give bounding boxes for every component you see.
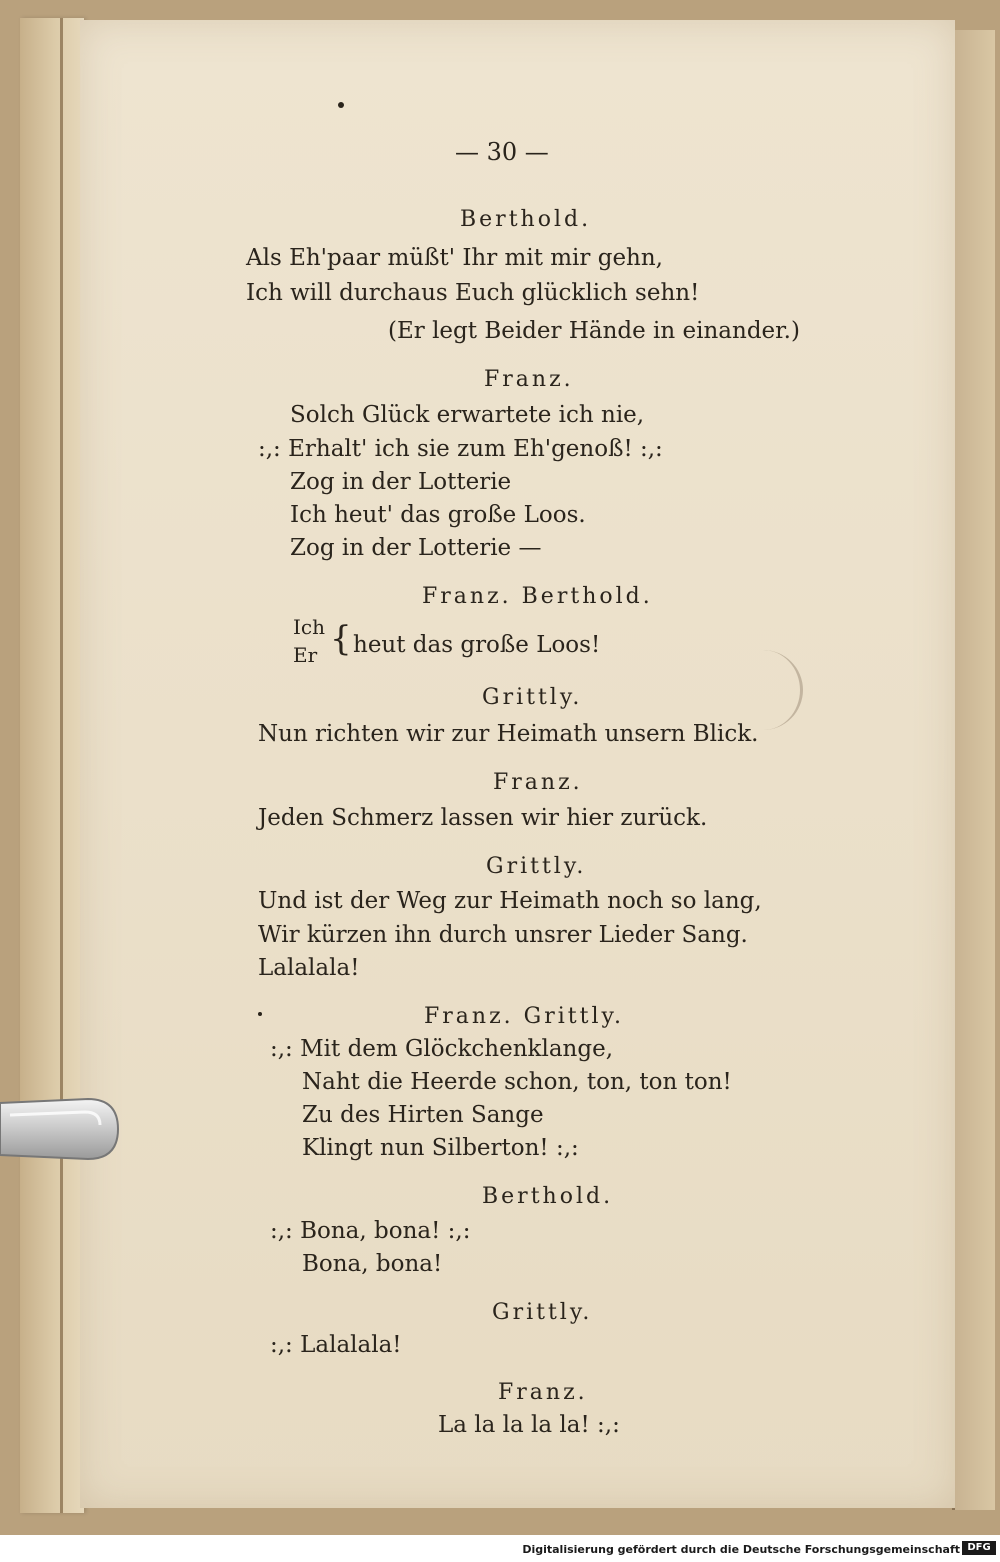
speaker-grittly: Grittly. xyxy=(482,685,583,710)
funding-credit: Digitalisierung gefördert durch die Deutsche Forschungsgemeinschaft xyxy=(522,1543,960,1556)
verse-line: Klingt nun Silberton! :,: xyxy=(302,1135,579,1161)
verse-line: Zog in der Lotterie — xyxy=(290,535,542,561)
verse-line: :,: Bona, bona! :,: xyxy=(270,1218,471,1244)
verse-line: Ich heut' das große Loos. xyxy=(290,502,586,528)
scanner-clip xyxy=(0,1095,120,1165)
verse-line: Zu des Hirten Sange xyxy=(302,1102,544,1128)
stage-direction: (Er legt Beider Hände in einander.) xyxy=(388,318,800,344)
verse-line: Und ist der Weg zur Heimath noch so lang, xyxy=(258,888,762,914)
verse-line: Zog in der Lotterie xyxy=(290,469,512,495)
verse-line: La la la la la! :,: xyxy=(438,1412,620,1438)
speaker-berthold: Berthold. xyxy=(482,1184,614,1209)
verse-line: Naht die Heerde schon, ton, ton ton! xyxy=(302,1069,732,1095)
speaker-franz: Franz. xyxy=(484,367,574,392)
verse-line: Solch Glück erwartete ich nie, xyxy=(290,402,645,428)
verse-line: :,: Mit dem Glöckchenklange, xyxy=(270,1036,614,1062)
brace: { xyxy=(330,619,352,659)
verse-line: Ich will durchaus Euch glücklich sehn! xyxy=(246,280,700,306)
verse-line: Wir kürzen ihn durch unsrer Lieder Sang. xyxy=(258,922,748,948)
cover-spine-line xyxy=(60,18,63,1513)
verse-line: heut das große Loos! xyxy=(353,632,601,658)
speaker-franz-grittly: Franz. Grittly. xyxy=(424,1004,624,1029)
footer-bar xyxy=(0,1535,1000,1562)
verse-line: Nun richten wir zur Heimath unsern Blick. xyxy=(258,721,759,747)
speaker-franz-berthold: Franz. Berthold. xyxy=(422,584,653,609)
verse-line: Bona, bona! xyxy=(302,1251,443,1277)
speaker-franz: Franz. xyxy=(493,770,583,795)
ink-speck xyxy=(258,1012,262,1016)
speaker-grittly: Grittly. xyxy=(486,854,587,879)
page-number: — 30 — xyxy=(455,138,549,166)
verse-line-ich: Ich xyxy=(293,615,325,639)
verse-line: Lalalala! xyxy=(258,955,360,981)
ink-speck xyxy=(338,102,344,108)
speaker-berthold: Berthold. xyxy=(460,207,592,232)
next-page-edge xyxy=(955,30,995,1510)
verse-line: Als Eh'paar müßt' Ihr mit mir gehn, xyxy=(246,245,663,271)
speaker-grittly: Grittly. xyxy=(492,1300,593,1325)
verse-line: :,: Erhalt' ich sie zum Eh'genoß! :,: xyxy=(258,436,663,462)
verse-line-er: Er xyxy=(293,643,318,667)
verse-line: :,: Lalalala! xyxy=(270,1332,402,1358)
dfg-logo: DFG xyxy=(962,1541,996,1555)
verse-line: Jeden Schmerz lassen wir hier zurück. xyxy=(258,805,708,831)
speaker-franz: Franz. xyxy=(498,1380,588,1405)
book-cover-edge xyxy=(20,18,84,1513)
